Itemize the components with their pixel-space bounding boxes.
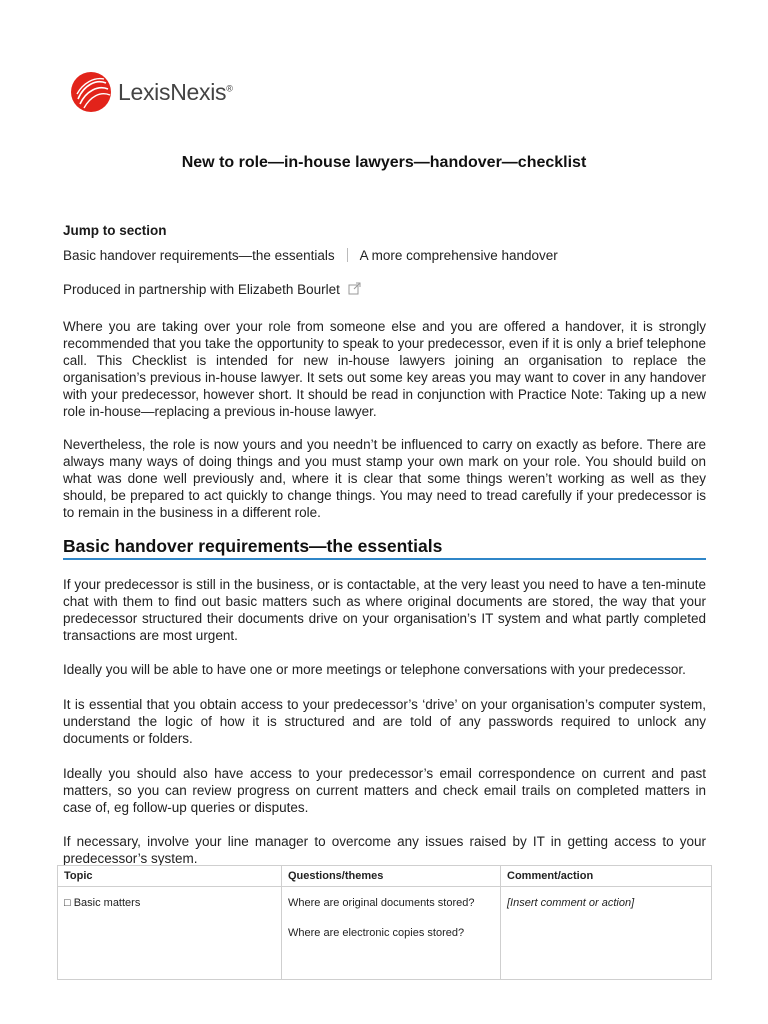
link-separator xyxy=(347,248,348,262)
topic-cell xyxy=(58,887,282,980)
jump-link-comprehensive-handover[interactable]: A more comprehensive handover xyxy=(359,248,558,263)
table-header-row xyxy=(58,866,712,887)
question-item: Where are electronic copies stored? xyxy=(288,927,465,939)
comment-cell[interactable] xyxy=(501,887,712,980)
column-header-questions: Questions/themes xyxy=(282,866,501,887)
intro-paragraph: Where you are taking over your role from someone else and you are offered a handover, it is strongly recommended that you take the opportunity to speak to your predecessor, even if it is only a brief telephone call. This Checklist is intended for new in-house lawyers joining an organisation to replace the organisation’s previous in-house lawyer. It sets out some key areas you may want to cover in any handover with your predecessor, however short. It should be read in conjunction with Practice Note: Taking up a new role in-house—replacing a previous in-house lawyer. xyxy=(63,319,706,419)
lexisnexis-swirl-icon xyxy=(70,71,112,113)
section-divider xyxy=(63,558,706,560)
checklist-table xyxy=(57,865,712,980)
jump-link-basic-handover[interactable]: Basic handover requirements—the essentials xyxy=(63,248,335,263)
jump-to-section-heading: Jump to section xyxy=(63,223,167,238)
section-paragraph: It is essential that you obtain access to your predecessor’s ‘drive’ on your organisation’s computer system, understand the logic of how it is structured and are told of any passwords required to unlock any documents or folders. xyxy=(63,697,706,746)
section-paragraph: Ideally you will be able to have one or more meetings or telephone conversations with your predecessor. xyxy=(63,662,686,677)
question-item: Where are original documents stored? xyxy=(288,897,475,909)
section-paragraph: Ideally you should also have access to your predecessor’s email correspondence on current and past matters, so you can review progress on current matters and check email trails on completed matters in case of, eg follow-up queries or disputes. xyxy=(63,766,706,815)
questions-cell xyxy=(282,887,501,980)
column-header-comment: Comment/action xyxy=(501,866,712,887)
intro-paragraph: Nevertheless, the role is now yours and you needn’t be influenced to carry on exactly as before. There are always many ways of doing things and you must stamp your own mark on your role. You should build on what was done well previously and, where it is clear that some things weren’t working as well as they should, be prepared to act quickly to change things. You may need to tread carefully if your predecessor is to remain in the business in a different role. xyxy=(63,437,706,520)
produced-by-text[interactable]: Produced in partnership with Elizabeth Bourlet xyxy=(63,282,340,297)
table-row xyxy=(58,887,712,980)
topic-checkbox-label[interactable]: □ Basic matters xyxy=(64,897,141,909)
external-link-icon[interactable] xyxy=(348,282,361,295)
section-paragraph: If your predecessor is still in the business, or is contactable, at the very least you need to have a ten-minute chat with them to find out basic matters such as where original documents are stored, the way that your predecessor structured their documents drive on your organisation’s IT system and what partly completed transactions are most urgent. xyxy=(63,577,706,643)
column-header-topic: Topic xyxy=(58,866,282,887)
section-heading: Basic handover requirements—the essentials xyxy=(63,536,443,556)
brand-name: LexisNexis® xyxy=(118,78,233,105)
lexisnexis-logo xyxy=(70,70,233,114)
jump-links xyxy=(63,248,558,263)
section-paragraph: If necessary, involve your line manager to overcome any issues raised by IT in getting access to your predecessor’s system. xyxy=(63,834,706,866)
produced-by xyxy=(63,282,361,297)
document-title: New to role—in-house lawyers—handover—checklist xyxy=(181,154,587,171)
comment-placeholder[interactable]: [Insert comment or action] xyxy=(507,897,635,909)
